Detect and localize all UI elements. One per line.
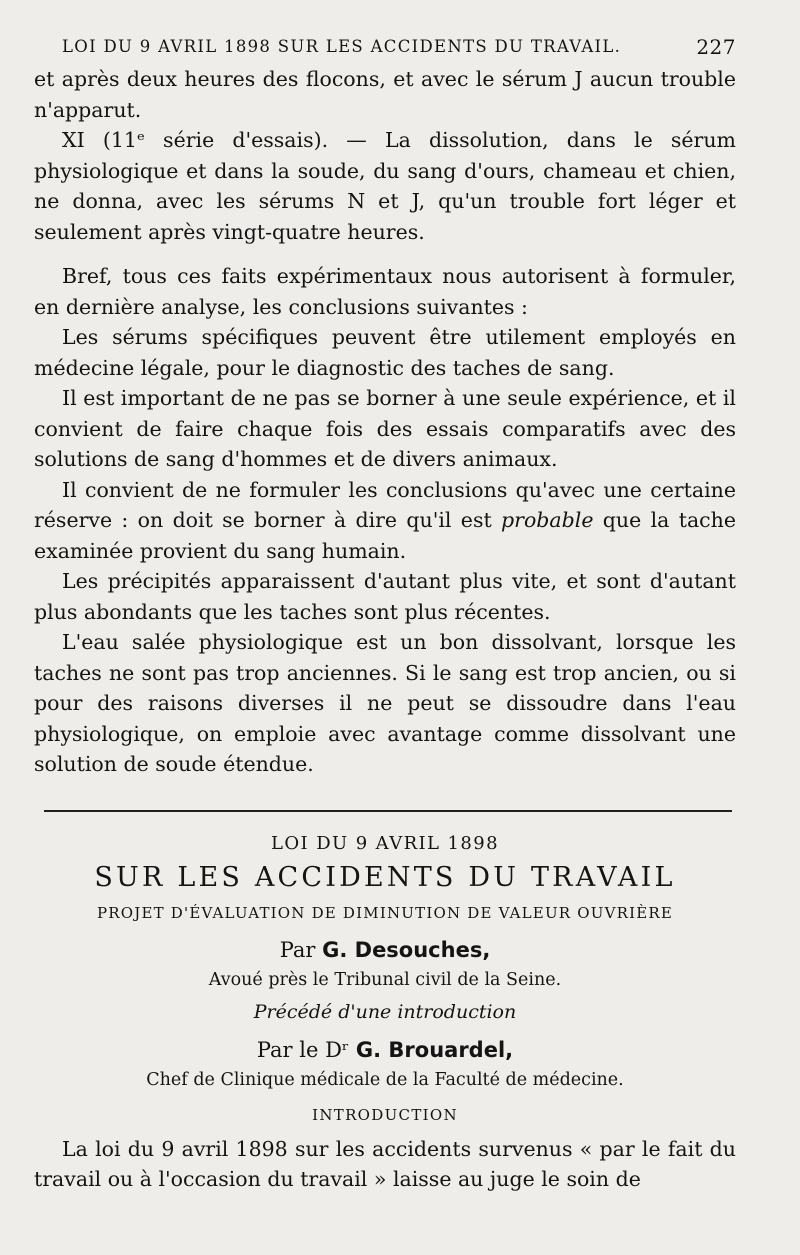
paragraph-conclusion-1: Les sérums spécifiques peuvent être utilement employés en médecine légale, pour le diagnostic des taches de sang. [34,325,736,380]
paragraph-conclusion-2: Il est important de ne pas se borner à une seule expérience, et il convient de faire chaque fois des essais comparatifs avec des solutions de sang d'hommes et de divers animaux. [34,386,736,471]
author-name: G. Desouches, [322,937,491,962]
article-title: SUR LES ACCIDENTS DU TRAVAIL [94,861,676,893]
emphasis-probable: probable [501,508,594,532]
section-divider [44,810,732,812]
author-prefix: Par [279,937,323,962]
running-title: LOI DU 9 AVRIL 1898 SUR LES ACCIDENTS DU TRAVAIL. [62,37,622,56]
intro-author-line [34,1034,736,1066]
paragraph-conclusion-3 [34,475,736,567]
preceded-by-line: Précédé d'une introduction [253,1000,517,1023]
law-date-heading: LOI DU 9 AVRIL 1898 [271,832,499,854]
author-line [34,934,736,966]
intro-author-name: G. Brouardel, [355,1037,514,1062]
intro-author-affiliation: Chef de Clinique médicale de la Faculté de médecine. [146,1069,624,1090]
article-subtitle: PROJET D'ÉVALUATION DE DIMINUTION DE VALEUR OUVRIÈRE [96,903,674,922]
paragraph-series-xi: XI (11ᵉ série d'essais). — La dissolution, dans le sérum physiologique et dans la soude, du sang d'ours, chameau et chien, ne donna, avec les sérums N et J, qu'un trouble fort léger et seulement après vingt-quatre heures. [34,128,736,244]
paragraph-conclusion-intro: Bref, tous ces faits expérimentaux nous autorisent à formuler, en dernière analyse, les conclusions suivantes : [34,264,736,319]
paragraph-conclusion-4: Les précipités apparaissent d'autant plus vite, et sont d'autant plus abondants que les taches sont plus récentes. [34,569,736,624]
introduction-heading: INTRODUCTION [312,1105,458,1124]
running-header [34,30,736,64]
author-affiliation: Avoué près le Tribunal civil de la Seine. [208,969,562,990]
introduction-paragraph: La loi du 9 avril 1898 sur les accidents survenus « par le fait du travail ou à l'occasion du travail » laisse au juge le soin de [34,1136,736,1191]
paragraph-conclusion-5: L'eau salée physiologique est un bon dissolvant, lorsque les taches ne sont pas trop anciennes. Si le sang est trop ancien, ou si pour des raisons diverses il ne peut se dissoudre dans l'eau physiologique, on emploie avec avantage comme dissolvant une solution de soude étendue. [34,630,736,776]
conclusion-3-text-b: que la tache examinée provient du sang humain. [34,508,736,563]
paragraph-continuation: et après deux heures des flocons, et avec le sérum J aucun trouble n'apparut. [34,67,736,122]
intro-author-prefix: Par le Dʳ [256,1037,356,1062]
page-number: 227 [696,35,736,59]
conclusion-3-text-a: Il convient de ne formuler les conclusions qu'avec une certaine réserve : on doit se borner à dire qu'il est [34,477,736,532]
